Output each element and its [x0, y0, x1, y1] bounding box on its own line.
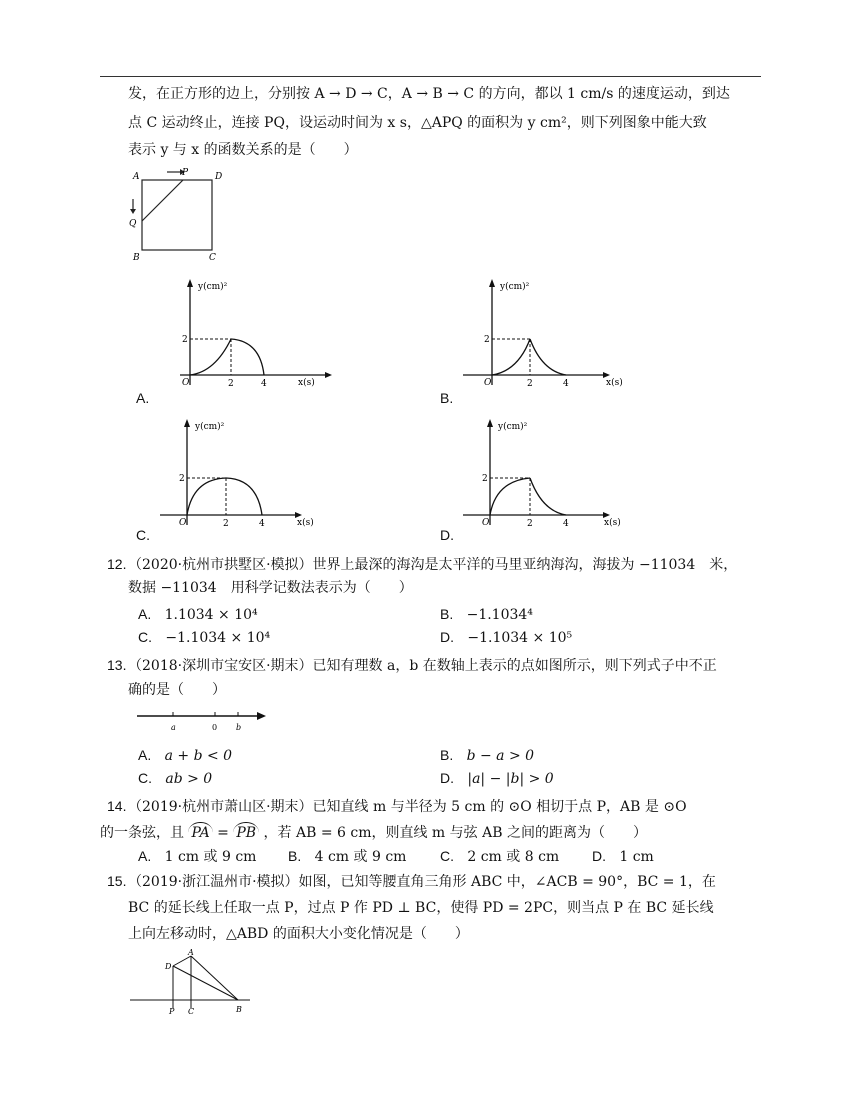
header-rule	[100, 76, 761, 77]
q15-triangle-figure	[128, 948, 258, 1018]
q12-option-c-text: −1.1034 × 10⁴	[165, 630, 271, 646]
axis-label-zero: 0	[212, 723, 218, 732]
q13-option-a-text: a + b < 0	[164, 748, 233, 764]
q13-option-b-text: b − a > 0	[466, 748, 535, 764]
q14-text-line2a: 的一条弦，且	[100, 825, 184, 841]
graph-b-tick-x2: 2	[527, 379, 533, 389]
q11-square-figure	[125, 165, 235, 265]
graph-d-origin: O	[482, 518, 490, 528]
q12-option-a-text: 1.1034 × 10⁴	[164, 607, 258, 623]
fig-label-d: D	[165, 962, 172, 971]
q12-option-d-letter: D.	[440, 629, 454, 645]
graph-c-ylabel: y(cm)²	[195, 422, 225, 432]
q14-option-b[interactable]	[288, 846, 406, 867]
graph-option-d	[458, 415, 638, 530]
q12-number: 12.	[107, 556, 127, 572]
q12-option-b[interactable]	[440, 604, 533, 625]
q15-text-line2: BC 的延长线上任取一点 P，过点 P 作 PD ⊥ BC，使得 PD = 2PC，则当点 P 在 BC 延长线	[128, 900, 714, 916]
fig-label-a: A	[188, 948, 194, 957]
square-label-d: D	[215, 172, 223, 182]
q12-option-a[interactable]	[138, 604, 258, 625]
q11-option-a-label[interactable]: A.	[136, 390, 150, 406]
arc-pb: PB	[233, 822, 259, 843]
q13-option-a-letter: A.	[138, 747, 152, 763]
graph-option-a	[160, 275, 340, 390]
graph-c-tick-x4: 4	[259, 519, 265, 529]
q14-text-line2b: ，若 AB = 6 cm，则直线 m 与弦 AB 之间的距离为（ ）	[263, 825, 647, 841]
graph-option-c	[155, 415, 335, 530]
fig-label-b: B	[236, 1005, 242, 1014]
q14-text-line2	[100, 822, 647, 843]
graph-c-origin: O	[179, 518, 187, 528]
q13-option-d-letter: D.	[440, 770, 454, 786]
graph-d-xlabel: x(s)	[604, 518, 621, 528]
q14-option-b-letter: B.	[288, 848, 302, 864]
q14-option-a[interactable]	[138, 846, 256, 867]
graph-b-ylabel: y(cm)²	[500, 282, 530, 292]
q13-number-line	[135, 708, 270, 738]
graph-option-b	[458, 275, 638, 390]
q14-option-c-letter: C.	[440, 848, 454, 864]
graph-a-tick-x4: 4	[261, 379, 267, 389]
q12-option-c-letter: C.	[138, 629, 152, 645]
graph-a-tick-y2: 2	[182, 335, 188, 345]
q11-text-line1: 发，在正方形的边上，分别按 A → D → C，A → B → C 的方向，都以 1 cm/s 的速度运动，到达	[128, 86, 730, 102]
arc-pa: PA	[188, 822, 212, 843]
q15-number: 15.	[107, 873, 127, 889]
square-label-a: A	[133, 172, 140, 182]
graph-d-ylabel: y(cm)²	[498, 422, 528, 432]
q11-option-b-label[interactable]: B.	[440, 390, 454, 406]
axis-label-a: a	[171, 723, 176, 732]
q12-text-line2: 数据 −11034 用科学记数法表示为（ ）	[128, 580, 413, 596]
q11-text-line2: 点 C 运动终止，连接 PQ，设运动时间为 x s，△APQ 的面积为 y cm²，则下列图象中能大致	[128, 115, 707, 131]
q13-option-c-text: ab > 0	[165, 771, 213, 787]
q14-option-d-letter: D.	[592, 848, 606, 864]
graph-a-ylabel: y(cm)²	[198, 282, 228, 292]
q13-option-d-text: |a| − |b| > 0	[467, 771, 554, 787]
q13-option-c-letter: C.	[138, 770, 152, 786]
q11-option-c-label[interactable]: C.	[136, 527, 150, 543]
q12-option-b-letter: B.	[440, 606, 454, 622]
graph-a-origin: O	[182, 378, 190, 388]
q14-option-c-text: 2 cm 或 8 cm	[467, 849, 560, 865]
q11-option-d-label[interactable]: D.	[440, 527, 454, 543]
fig-label-c: C	[188, 1007, 195, 1016]
q13-option-c[interactable]	[138, 768, 212, 789]
q14-option-b-text: 4 cm 或 9 cm	[314, 849, 407, 865]
q13-text-line2: 确的是（ ）	[128, 682, 226, 698]
q14-option-a-letter: A.	[138, 848, 152, 864]
graph-b-tick-y2: 2	[484, 335, 490, 345]
q14-option-d-text: 1 cm	[619, 849, 654, 865]
q13-number: 13.	[107, 657, 127, 673]
q13-option-d[interactable]	[440, 768, 554, 789]
graph-c-tick-y2: 2	[179, 474, 185, 484]
graph-b-tick-x4: 4	[563, 379, 569, 389]
q15-text-line3: 上向左移动时，△ABD 的面积大小变化情况是（ ）	[128, 926, 469, 942]
q12-option-a-letter: A.	[138, 606, 152, 622]
q13-option-b[interactable]	[440, 745, 534, 766]
q13-option-a[interactable]	[138, 745, 232, 766]
graph-b-origin: O	[484, 378, 492, 388]
graph-d-tick-y2: 2	[482, 474, 488, 484]
square-label-p: P	[182, 168, 189, 178]
graph-a-xlabel: x(s)	[298, 378, 315, 388]
graph-c-tick-x2: 2	[223, 519, 229, 529]
fig-label-p: P	[169, 1007, 175, 1016]
q14-number: 14.	[107, 798, 127, 814]
q14-text-line1: （2019·杭州市萧山区·期末）已知直线 m 与半径为 5 cm 的 ⊙O 相切于点 P，AB 是 ⊙O	[128, 799, 687, 815]
graph-d-tick-x4: 4	[563, 519, 569, 529]
graph-d-tick-x2: 2	[527, 519, 533, 529]
q13-text-line1: （2018·深圳市宝安区·期末）已知有理数 a，b 在数轴上表示的点如图所示，则下列式子中不正	[128, 658, 717, 674]
q12-option-c[interactable]	[138, 627, 270, 648]
q14-option-c[interactable]	[440, 846, 559, 867]
q15-text-line1: （2019·浙江温州市·模拟）如图，已知等腰直角三角形 ABC 中，∠ACB = 90°，BC = 1，在	[128, 874, 716, 890]
q13-option-b-letter: B.	[440, 747, 454, 763]
q12-text-line1: （2020·杭州市拱墅区·模拟）世界上最深的海沟是太平洋的马里亚纳海沟，海拔为 −11034 米，	[128, 557, 738, 573]
q11-text-line3: 表示 y 与 x 的函数关系的是（ ）	[128, 142, 358, 158]
axis-label-b: b	[236, 723, 242, 732]
graph-a-tick-x2: 2	[228, 379, 234, 389]
q14-eq: =	[217, 825, 229, 841]
q12-option-b-text: −1.1034⁴	[466, 607, 533, 623]
q14-option-d[interactable]	[592, 846, 654, 867]
square-label-c: C	[209, 253, 216, 263]
q12-option-d-text: −1.1034 × 10⁵	[467, 630, 573, 646]
graph-c-xlabel: x(s)	[297, 518, 314, 528]
q14-option-a-text: 1 cm 或 9 cm	[164, 849, 257, 865]
q12-option-d[interactable]	[440, 627, 572, 648]
square-label-b: B	[133, 253, 140, 263]
graph-b-xlabel: x(s)	[606, 378, 623, 388]
square-label-q: Q	[129, 219, 137, 229]
